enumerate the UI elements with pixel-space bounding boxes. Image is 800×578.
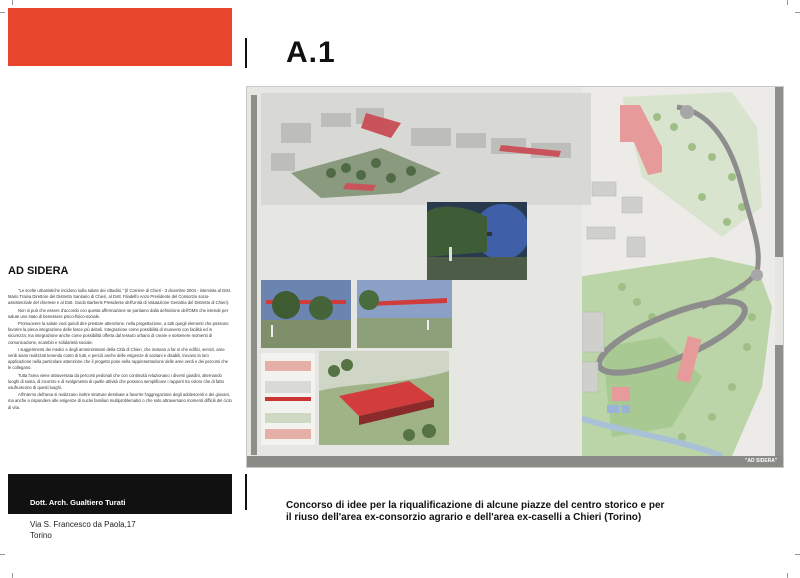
- crop-mark: [795, 12, 800, 13]
- perspective-render: [427, 202, 527, 280]
- description-paragraph: I suggerimenti dei medici e degli amministratori della Città di Chieri, che invitano a far si che edifici, servizi, aree verdi siano realizzati tenendo conto di tutti, e perciò anche delle esigenze di anziani e disabili, trovano la loro applicazione nella particolare attenzione che il progetto pone nella rappresentazione delle aree verdi e dei percorsi che le collegano.: [8, 346, 228, 371]
- crop-mark: [12, 0, 13, 5]
- author-address: Via S. Francesco da Paola,17: [30, 520, 136, 529]
- building-render: [319, 351, 449, 445]
- perspective-render: [357, 280, 452, 348]
- crop-mark: [787, 0, 788, 5]
- presentation-board: [246, 86, 784, 468]
- perspective-render: [261, 280, 351, 348]
- crop-mark: [0, 12, 5, 13]
- aerial-render: [261, 93, 591, 205]
- board-side-strip: [775, 345, 783, 457]
- project-description: [8, 288, 232, 412]
- divider: [245, 474, 247, 510]
- board-side-strip: [775, 87, 783, 257]
- crop-mark: [12, 573, 13, 578]
- accent-block: [8, 8, 232, 66]
- contest-title: Concorso di idee per la riqualificazione di alcune piazze del centro storico e per il riuso dell'area ex-consorzio agrario e dell'area ex-caselli a Chieri (Torino): [286, 500, 665, 523]
- description-paragraph: All'interno dell'area si realizzano inoltre strutture destinate a favorire l'aggregazione degli adolescenti e dei giovani, ma anche a rispondere alle esigenze di nuclei familiari multiproblematici o che solo attraversano momenti difficili del ciclo di vita.: [8, 392, 232, 410]
- description-paragraph: Non si può che essere d'accordo con questa affermazione se partiamo dalla definizione dell'OMS che intende per salute uno stato di benessere psico-fisico-sociale.: [8, 307, 229, 319]
- divider: [245, 38, 247, 68]
- board-footer-label: "AD SIDERA": [745, 458, 778, 464]
- author-name: Dott. Arch. Gualtiero Turati: [30, 498, 126, 507]
- board-footer: [247, 456, 783, 467]
- crop-mark: [787, 573, 788, 578]
- author-city: Torino: [30, 531, 52, 540]
- description-paragraph: Tutta l'area viene attraversata da percorsi pedonali che con continuità relazionano i diversi giardini, alternando luoghi di sosta, di incontro e di svolgimento di quelle attività che possono semplificare i rapporti tra coloro che di fatto usufruiscono di questi luoghi.: [8, 372, 225, 391]
- crop-mark: [795, 554, 800, 555]
- site-plan: [582, 87, 775, 456]
- description-paragraph: "Le scelte urbanistiche incidono sulla salute dei cittadini." (Il Corriere di Chieri - 3 dicembre 2004 - intervista al Dott. Mario Traina Direttore del Distretto Sanitario di Chieri, al Dott. Filadelfo Anzo Presidente del Consorzio socio-assistenziale del chierese e al Dott. Guido Barberis Presidente dell'Unità di Valutazione Geriatria del Distretto di Chieri).: [8, 288, 231, 306]
- description-paragraph: Promuovere la salute vuol quindi dire prestare attenzione, nella progettazione, a tutti quegli elementi che possono favorire la piena integrazione delle fasce più deboli. Integrazione come possibilità di muoversi con facilità ed in sicurezza; ma integrazione anche come possibilità offerta dal tessuto urbano di creare e sostenere momenti di comunicazione, scambio e solidarietà sociale.: [8, 321, 229, 345]
- crop-mark: [0, 554, 5, 555]
- author-bar: [8, 474, 232, 514]
- page-code: A.1: [286, 36, 336, 69]
- project-title: AD SIDERA: [8, 265, 69, 277]
- board-side-strip: [251, 95, 257, 455]
- sections-sheet: [261, 353, 315, 445]
